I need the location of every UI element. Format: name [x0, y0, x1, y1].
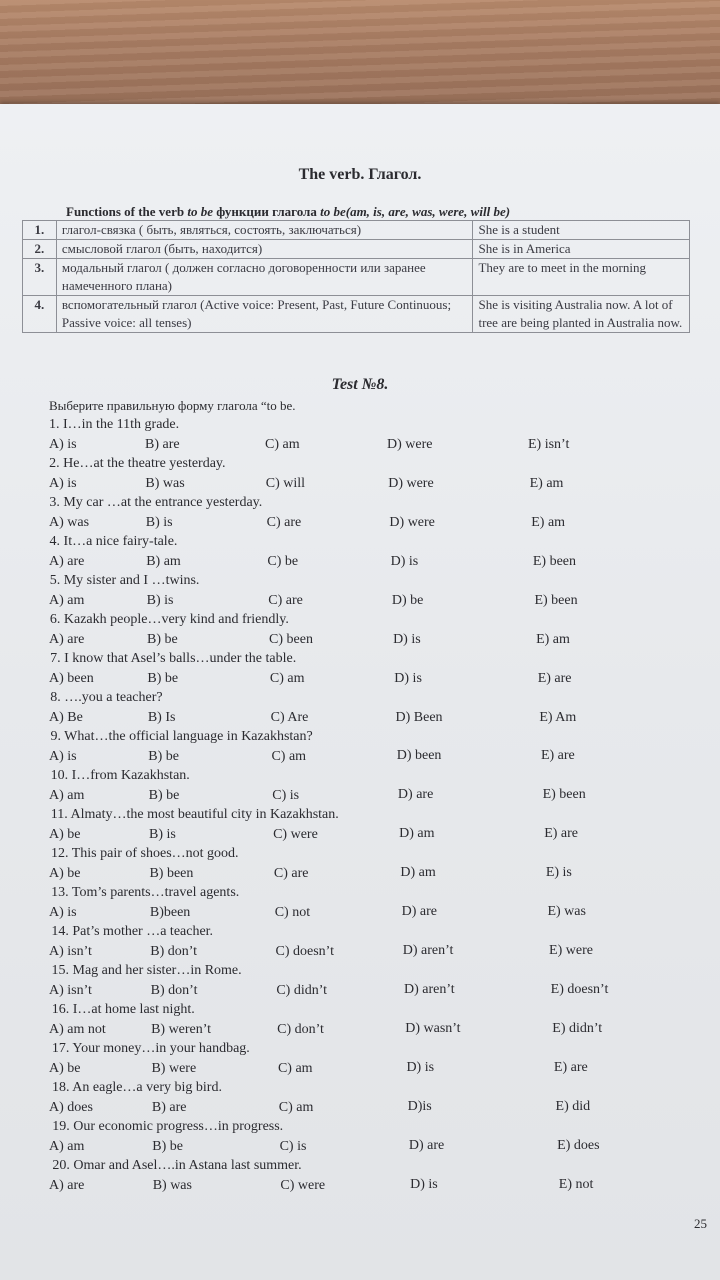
function-number: 3.	[23, 259, 57, 296]
answer-option: D) aren’t	[404, 982, 455, 998]
answer-option: D) were	[388, 475, 434, 491]
answer-option: E) are	[544, 826, 578, 842]
question-text: 6. Kazakh people…very kind and friendly.	[49, 612, 289, 627]
question-text: 3. My car …at the entrance yesterday.	[49, 495, 263, 510]
answer-option: D) is	[390, 553, 419, 569]
answer-option: A) is	[49, 476, 77, 491]
functions-row	[23, 259, 690, 296]
answer-option: D) are	[408, 1137, 445, 1153]
answer-option: A) be	[49, 866, 81, 881]
answer-option: C) be	[267, 554, 299, 569]
answer-option: E) been	[534, 592, 578, 608]
function-example: She is in America	[473, 240, 690, 259]
answer-option: B) be	[147, 632, 178, 647]
function-example: She is a student	[473, 221, 690, 240]
functions-heading-part-d: to be(am, is, are, was, were, will be)	[320, 204, 511, 219]
answer-option: D)is	[407, 1098, 432, 1114]
answer-option: E) am	[536, 631, 570, 647]
question-text: 12. This pair of shoes…not good.	[50, 846, 239, 861]
answer-option: C) Are	[270, 710, 309, 725]
question-text: 1. I…in the 11th grade.	[49, 417, 180, 432]
answer-option: C) were	[280, 1178, 326, 1193]
functions-heading-part-b: to be	[187, 204, 213, 219]
answer-option: C) didn’t	[276, 983, 328, 998]
answer-option: A) was	[49, 515, 90, 530]
question-text: 13. Tom’s parents…travel agents.	[51, 885, 240, 900]
answer-option: C) am	[265, 437, 300, 452]
answer-option: C) doesn’t	[275, 944, 334, 959]
answer-option: B) am	[146, 554, 181, 569]
page-title: The verb. Глагол.	[298, 166, 422, 183]
function-number: 1.	[23, 221, 57, 240]
answer-option: B) weren’t	[151, 1022, 212, 1037]
answer-option: B) was	[145, 476, 185, 491]
answer-option: E) are	[537, 670, 572, 686]
answer-option: D) been	[396, 748, 442, 764]
answer-option: B) be	[148, 788, 180, 803]
answer-option: B) don’t	[150, 944, 198, 959]
answer-option: E) been	[532, 553, 577, 569]
question-text: 11. Almaty…the most beautiful city in Kazakhstan.	[50, 807, 339, 822]
answer-option: E) did	[555, 1098, 591, 1114]
answer-option: A) is	[49, 749, 77, 764]
answer-option: D) aren’t	[402, 943, 454, 959]
answer-option: A) been	[49, 671, 94, 686]
answer-option: E) does	[557, 1137, 600, 1153]
functions-table	[22, 220, 690, 333]
answer-option: B) is	[145, 515, 173, 530]
answer-option: C) am	[269, 671, 305, 686]
answer-option: C) are	[266, 515, 302, 530]
answer-option: E) been	[542, 787, 586, 803]
answer-option: A) is	[49, 437, 77, 452]
answer-option: E) was	[547, 904, 586, 920]
answer-option: B) been	[149, 866, 194, 881]
worksheet-page	[0, 104, 720, 1280]
answer-option: C) don’t	[277, 1022, 324, 1037]
answer-option: A) am	[49, 1139, 85, 1154]
question-text: 17. Your money…in your handbag.	[51, 1041, 250, 1056]
answer-option: C) are	[273, 866, 309, 881]
answer-option: B) be	[147, 671, 179, 686]
answer-option: A) isn’t	[49, 983, 92, 998]
question-text: 4. It…a nice fairy-tale.	[49, 534, 178, 549]
function-example: She is visiting Australia now. A lot of tree are being planted in Australia now.	[473, 296, 690, 333]
functions-heading-part-a: Functions of the verb	[66, 204, 188, 219]
answer-option: E) is	[545, 865, 572, 881]
answer-option: A) be	[49, 827, 81, 842]
question-text: 9. What…the official language in Kazakhstan?	[50, 729, 313, 744]
answer-option: B) don’t	[150, 983, 198, 998]
functions-heading-part-c: функции глагола	[212, 204, 321, 219]
answer-option: C) will	[265, 476, 306, 491]
question-text: 2. He…at the theatre yesterday.	[49, 456, 226, 471]
answer-option: A) are	[49, 554, 85, 569]
question-text: 10. I…from Kazakhstan.	[50, 768, 190, 783]
function-example: They are to meet in the morning	[473, 259, 690, 296]
answer-option: A) am	[49, 593, 85, 608]
answer-option: B) be	[152, 1139, 183, 1154]
answer-option: C) am	[278, 1100, 314, 1115]
answer-option: B) were	[151, 1061, 197, 1076]
question-text: 19. Our economic progress…in progress.	[52, 1119, 284, 1134]
question-text: 14. Pat’s mother …a teacher.	[51, 924, 214, 939]
answer-option: D) is	[410, 1176, 438, 1192]
function-number: 2.	[23, 240, 57, 259]
answer-option: B) is	[149, 827, 176, 842]
answer-option: A) does	[49, 1100, 93, 1115]
answer-option: E) Am	[539, 709, 577, 725]
functions-row	[23, 240, 690, 259]
function-description: модальный глагол ( должен согласно договоренности или заранее намеченного плана)	[56, 259, 473, 296]
test-instruction: Выберите правильную форму глагола “to be.	[49, 398, 296, 413]
answer-option: B) are	[151, 1100, 187, 1115]
answer-option: A) is	[49, 905, 77, 920]
answer-option: A) am	[49, 788, 85, 803]
answer-option: E) are	[553, 1059, 588, 1075]
answer-option: B) is	[146, 593, 174, 608]
answer-option: D) are	[401, 904, 437, 920]
answer-option: A) am not	[49, 1022, 106, 1037]
question-text: 20. Omar and Asel….in Astana last summer.	[52, 1158, 302, 1173]
function-description: вспомогательный глагол (Active voice: Present, Past, Future Continuous; Passive voice: all tenses)	[56, 296, 473, 333]
answer-option: C) been	[269, 632, 313, 647]
answer-option: E) am	[531, 514, 566, 530]
answer-option: D) Been	[395, 709, 443, 725]
answer-option: D) wasn’t	[405, 1020, 461, 1036]
answer-option: A) be	[49, 1061, 81, 1076]
answer-option: C) are	[268, 593, 303, 608]
question-text: 8. ….you a teacher?	[50, 690, 163, 705]
answer-option: C) am	[271, 749, 307, 764]
answer-option: E) are	[540, 748, 575, 764]
answer-option: B) be	[148, 749, 179, 764]
functions-row	[23, 296, 690, 333]
answer-option: C) were	[273, 827, 318, 842]
function-number: 4.	[23, 296, 57, 333]
answer-option: B) are	[145, 437, 180, 452]
function-description: глагол-связка ( быть, являться, состоять, заключаться)	[56, 221, 473, 240]
wooden-table-background	[0, 0, 720, 110]
answer-option: D) were	[389, 514, 435, 530]
answer-option: C) is	[272, 788, 300, 803]
answer-option: B) Is	[147, 710, 176, 725]
answer-option: E) doesn’t	[550, 982, 609, 998]
answer-option: D) be	[391, 592, 424, 608]
question-text: 16. I…at home last night.	[51, 1002, 195, 1017]
answer-option: C) not	[274, 905, 311, 920]
answer-option: D) were	[387, 437, 433, 452]
answer-option: A) are	[49, 1178, 85, 1193]
function-description: смысловой глагол (быть, находится)	[56, 240, 473, 259]
answer-option: A) isn’t	[49, 944, 92, 959]
functions-row	[23, 221, 690, 240]
answer-option: E) didn’t	[552, 1020, 603, 1036]
answer-option: B)been	[149, 905, 191, 920]
answer-option: D) is	[393, 631, 421, 647]
answer-option: D) am	[399, 826, 435, 842]
page-number: 25	[694, 1216, 707, 1231]
answer-option: A) Be	[49, 710, 83, 725]
question-text: 15. Mag and her sister…in Rome.	[51, 963, 242, 978]
question-text: 18. An eagle…a very big bird.	[52, 1080, 222, 1095]
answer-option: E) isn’t	[528, 437, 570, 452]
answer-option: E) were	[549, 943, 593, 959]
test-title: Test №8.	[331, 376, 389, 393]
answer-option: D) are	[397, 787, 434, 803]
answer-option: D) is	[406, 1059, 435, 1075]
answer-option: E) not	[558, 1176, 594, 1192]
answer-option: B) was	[152, 1178, 192, 1193]
functions-heading	[66, 204, 510, 220]
answer-option: A) are	[49, 632, 85, 647]
answer-option: D) is	[394, 670, 422, 686]
question-text: 5. My sister and I …twins.	[49, 573, 200, 588]
answer-option: E) am	[529, 475, 564, 491]
answer-option: C) is	[279, 1139, 307, 1154]
answer-option: C) am	[277, 1061, 313, 1076]
answer-option: D) am	[400, 865, 436, 881]
question-text: 7. I know that Asel’s balls…under the table.	[50, 651, 297, 666]
